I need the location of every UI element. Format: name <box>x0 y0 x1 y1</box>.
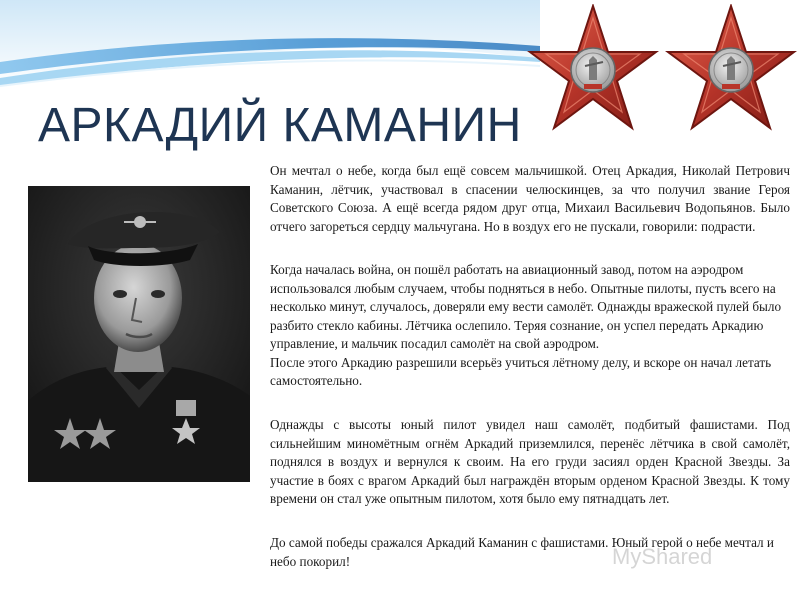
myshared-logo-icon <box>612 544 712 570</box>
order-red-star-icon <box>527 4 659 136</box>
paragraph-heroism: Однажды с высоты юный пилот увидел наш самолёт, подбитый фашистами. Под сильнейшим миномётным огнём Аркадий приземлился, перенёс лётчика в свой самолёт, поднялся в воздух и вернулся к своим. На его груди засиял орден Красной Звезды. За участие в боях с врагом Аркадий был награждён вторым орденом Красной Звезды. К тому времени он стал уже опытным пилотом, хотя было ему пятнадцать лет. <box>270 417 790 506</box>
paragraph-war <box>270 261 790 391</box>
watermark-text: MyShared <box>612 544 713 569</box>
paragraph-childhood: Он мечтал о небе, когда был ещё совсем мальчишкой. Отец Аркадия, Николай Петрович Каманин, лётчик, участвовал в спасении челюскинцев, за что получил звание Героя Советского Союза. А ещё всегда рядом друг отца, Михаил Васильевич Водопьянов. Было отчего загореться сердцу мальчугана. Но в воздух его не пускали, говорили: подрасти. <box>270 163 790 234</box>
paragraph-flight-training: После этого Аркадию разрешили всерьёз учиться лётному делу, и вскоре он начал летать самостоятельно. <box>270 354 772 388</box>
paragraph-war-text: Когда началась война, он пошёл работать на авиационный завод, потом на аэродром использовался любым случаем, чтобы подняться в небо. Опытные пилоты, пусть всего на несколько минут, случалось, доверяли ему вести самолёт. Однажды вражеской пулей было разбито стекло кабины. Лётчика ослепило. Теряя сознание, он успел передать Аркадию управление, и мальчик посадил самолёт на свой аэродром. <box>270 262 782 351</box>
slide-title: АРКАДИЙ КАМАНИН <box>38 99 522 152</box>
portrait-photo <box>28 186 250 482</box>
paragraph-victory: До самой победы сражался Аркадий Каманин с фашистами. Юный герой о небе мечтал и небо покорил! <box>270 535 774 569</box>
order-red-star-icon <box>665 4 797 136</box>
